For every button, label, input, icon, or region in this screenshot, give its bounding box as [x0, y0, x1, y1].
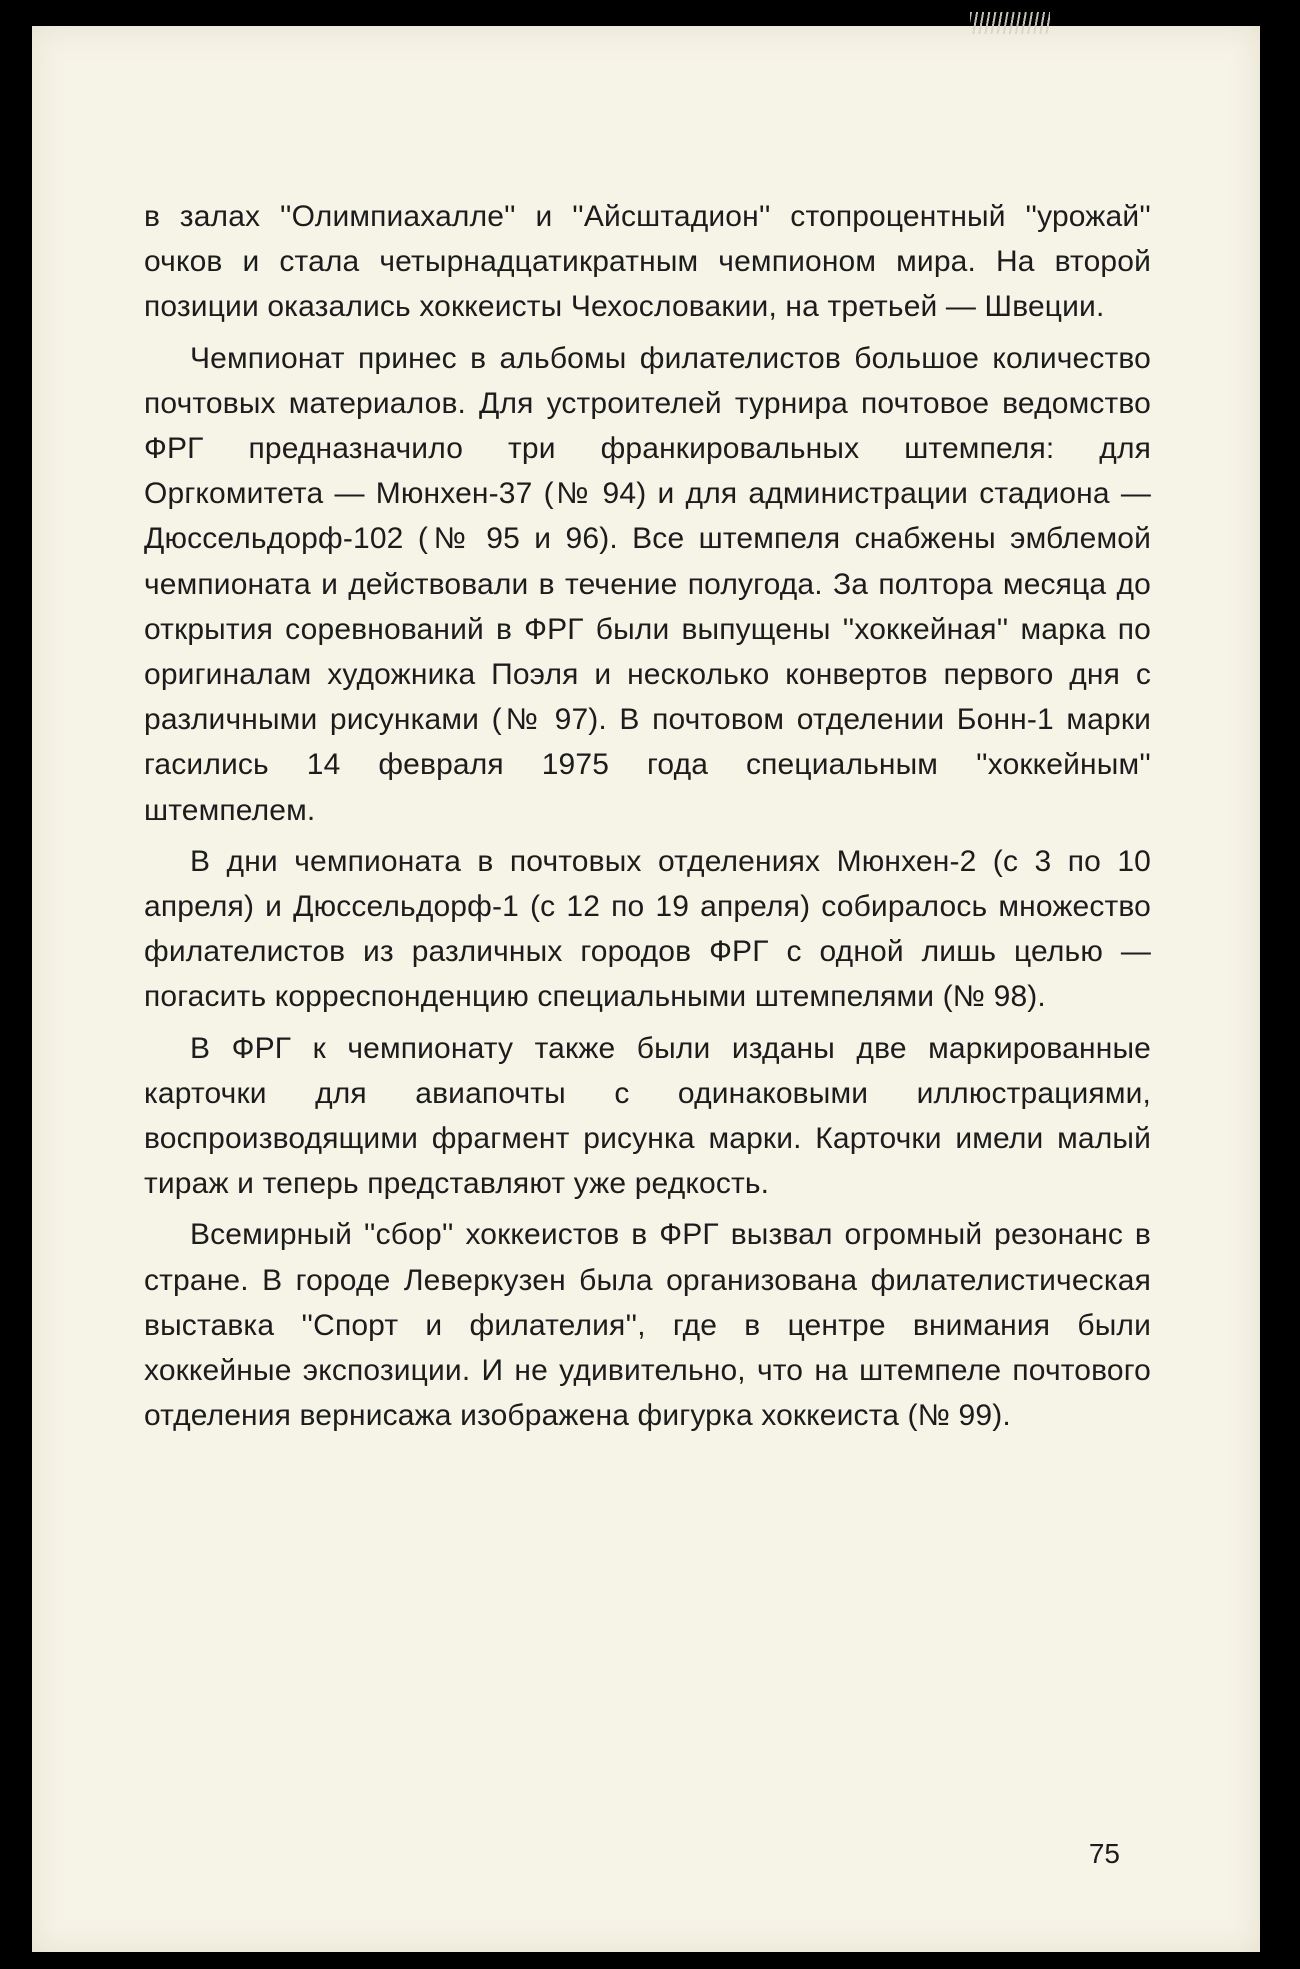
- frayed-paper-edge: [970, 12, 1050, 34]
- paragraph-continuation: в залах ''Олимпиахалле'' и ''Айсштадион'' стопроцентный ''урожай'' очков и стала четырнадцатикратным чемпионом мира. На второй позиции оказались хоккеисты Чехословакии, на третьей — Швеции.: [144, 200, 1151, 324]
- paragraph-postal-materials: Чемпионат принес в альбомы филателистов большое количество почтовых материалов. Для устроителей турнира почтовое ведомство ФРГ предназначило три франкировальных штемпеля: для Оргкомитета — Мюнхен-37 (№ 94) и для администрации стадиона — Дюссельдорф-102 (№ 95 и 96). Все штемпеля снабжены эмблемой чемпионата и действовали в течение полугода. За полтора месяца до открытия соревнований в ФРГ были выпущены ''хоккейная'' марка по оригиналам художника Поэля и несколько конвертов первого дня с различными рисунками (№ 97). В почтовом отделении Бонн-1 марки гасились 14 февраля 1975 года специальным ''хоккейным'' штемпелем.: [144, 341, 1151, 827]
- paragraph-airmail-cards: В ФРГ к чемпионату также были изданы две маркированные карточки для авиапочты с одинаковыми иллюстрациями, воспроизводящими фрагмент рисунка марки. Карточки имели малый тираж и теперь представляют уже редкость.: [144, 1031, 1151, 1201]
- book-page: [32, 26, 1260, 1952]
- paragraph-championship-days: В дни чемпионата в почтовых отделениях Мюнхен-2 (с 3 по 10 апреля) и Дюссельдорф-1 (с 12 по 19 апреля) собиралось множество филателистов из различных городов ФРГ с одной лишь целью — погасить корреспонденцию специальными штемпелями (№ 98).: [144, 844, 1151, 1014]
- body-text: [144, 194, 1151, 1444]
- paragraph-exhibition: Всемирный ''сбор'' хоккеистов в ФРГ вызвал огромный резонанс в стране. В городе Леверкузен была организована филателистическая выставка ''Спорт и филателия'', где в центре внимания были хоккейные экспозиции. И не удивительно, что на штемпеле почтового отделения вернисажа изображена фигурка хоккеиста (№ 99).: [144, 1218, 1151, 1433]
- page-number: 75: [1088, 1838, 1120, 1869]
